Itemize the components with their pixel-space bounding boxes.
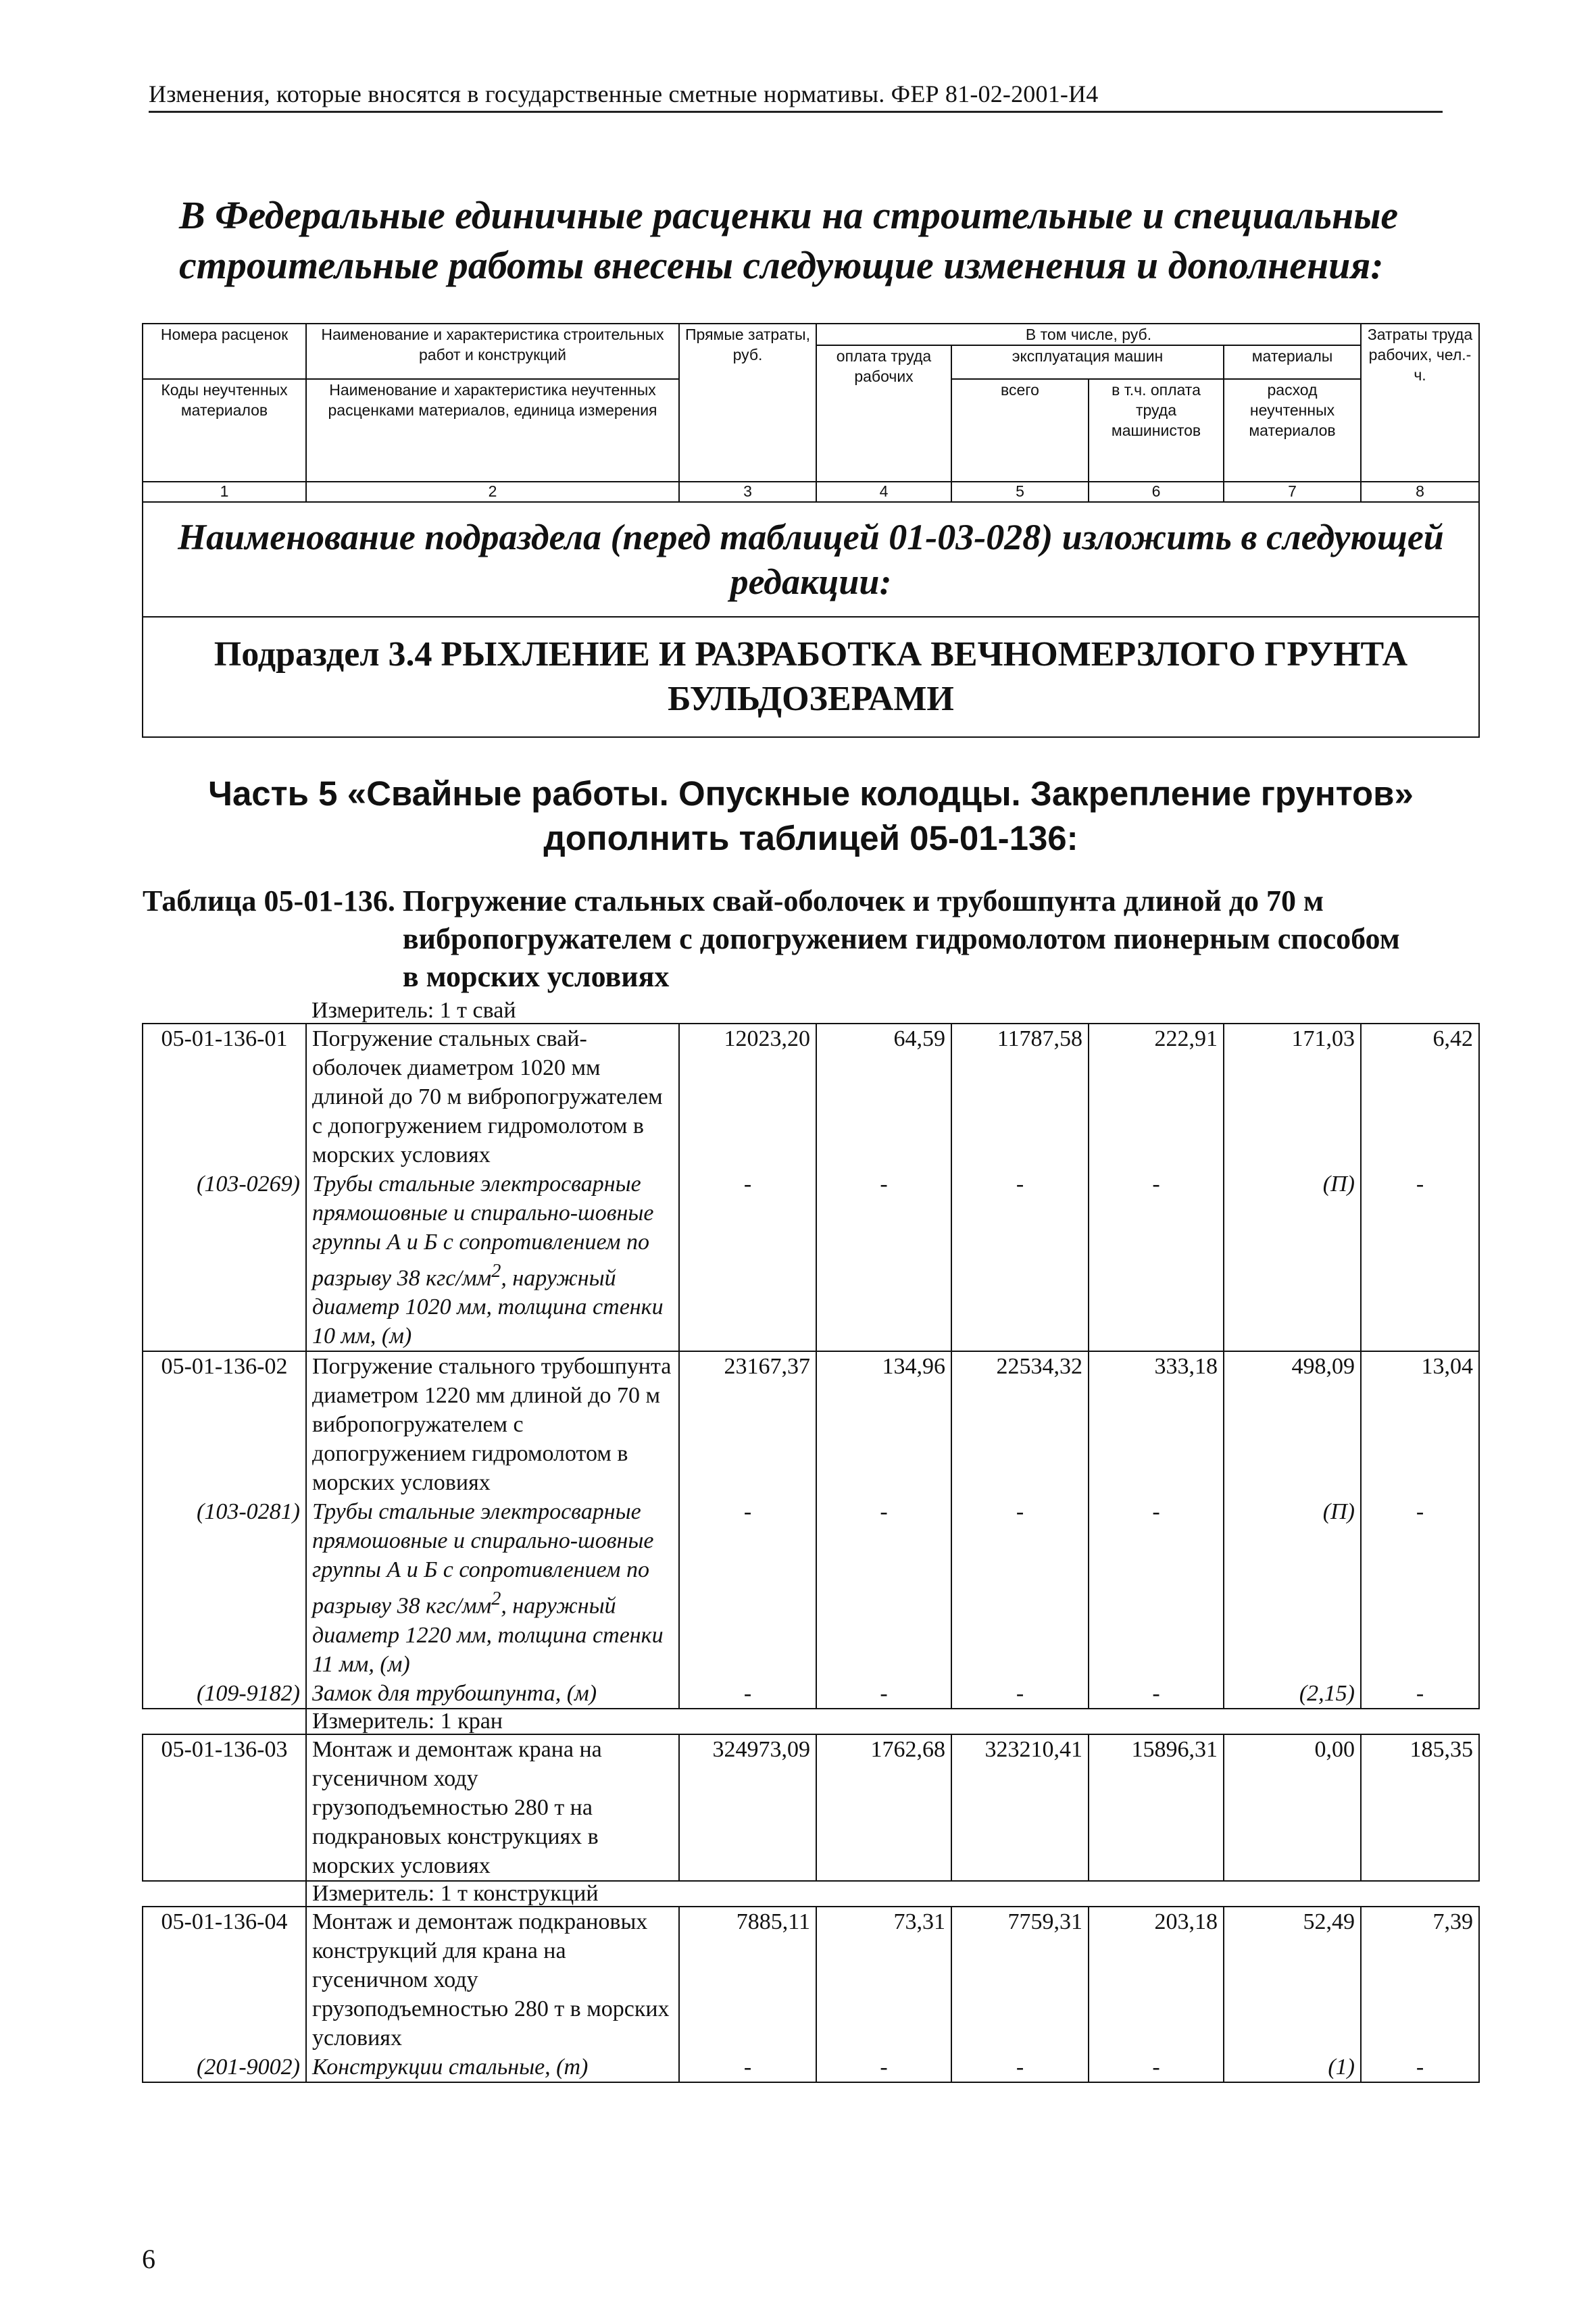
work-description: Погружение стальных свай-оболочек диаметром 1020 мм длиной до 70 м вибропогружателем с допогружением гидромолотом в морских условиях bbox=[306, 1024, 679, 1169]
rate-code: 05-01-136-04 bbox=[143, 1907, 306, 2053]
material-description-part: , наружный диаметр 1220 мм, толщина стенки 11 мм, (м) bbox=[312, 1593, 664, 1677]
col-number: 5 bbox=[951, 482, 1089, 502]
intro-heading: В Федеральные единичные расценки на строительные и специальные строительные работы внесены следующие изменения и дополнения: bbox=[179, 193, 1399, 287]
materials-cost: 171,03 bbox=[1224, 1024, 1361, 1169]
rate-code: 05-01-136-03 bbox=[143, 1734, 306, 1881]
material-row bbox=[143, 1679, 1479, 1709]
worker-wages: 73,31 bbox=[816, 1907, 951, 2053]
empty-value: - bbox=[679, 1169, 816, 1351]
materials-cost: 498,09 bbox=[1224, 1351, 1361, 1497]
machines-total: 22534,32 bbox=[951, 1351, 1089, 1497]
material-consumption: (П) bbox=[1224, 1169, 1361, 1351]
material-description: Замок для трубошпунта, (м) bbox=[306, 1679, 679, 1709]
work-description: Монтаж и демонтаж подкрановых конструкций для крана на гусеничном ходу грузоподъемностью 280 т в морских условиях bbox=[306, 1907, 679, 2053]
machines-total: 7759,31 bbox=[951, 1907, 1089, 2053]
col-material-codes-header: Коды неучтенных материалов bbox=[143, 379, 306, 482]
subsection-rename-note: Наименование подраздела (перед таблицей 01-03-028) изложить в следующей редакции: bbox=[143, 502, 1479, 617]
empty-value: - bbox=[1089, 1497, 1224, 1678]
material-description bbox=[306, 1169, 679, 1351]
empty-value: - bbox=[951, 1497, 1089, 1678]
empty-value: - bbox=[1361, 1679, 1479, 1709]
operator-wages: 203,18 bbox=[1089, 1907, 1224, 2053]
table-title bbox=[143, 877, 1479, 999]
material-code: (201-9002) bbox=[143, 2053, 306, 2082]
col-number: 1 bbox=[143, 482, 306, 502]
materials-cost: 0,00 bbox=[1224, 1734, 1361, 1881]
material-code: (109-9182) bbox=[143, 1679, 306, 1709]
table-row bbox=[143, 1907, 1479, 2053]
material-row bbox=[143, 1497, 1479, 1678]
col-labor-hours-header: Затраты труда рабочих, чел.-ч. bbox=[1361, 324, 1479, 482]
worker-wages: 64,59 bbox=[816, 1024, 951, 1169]
empty-value: - bbox=[816, 1679, 951, 1709]
table-row bbox=[143, 1024, 1479, 1169]
rate-code: 05-01-136-02 bbox=[143, 1351, 306, 1497]
col-number: 6 bbox=[1089, 482, 1224, 502]
labor-hours: 6,42 bbox=[1361, 1024, 1479, 1169]
header-row-1 bbox=[143, 324, 1479, 345]
material-consumption: (2,15) bbox=[1224, 1679, 1361, 1709]
empty-value: - bbox=[1361, 1169, 1479, 1351]
direct-cost: 324973,09 bbox=[679, 1734, 816, 1881]
empty-value: - bbox=[951, 1679, 1089, 1709]
materials-header: материалы bbox=[1224, 345, 1361, 379]
col-number: 2 bbox=[306, 482, 679, 502]
direct-cost: 7885,11 bbox=[679, 1907, 816, 2053]
rates-table bbox=[142, 323, 1480, 2083]
empty-value: - bbox=[816, 1169, 951, 1351]
machines-total: 11787,58 bbox=[951, 1024, 1089, 1169]
column-numbers-row bbox=[143, 482, 1479, 502]
worker-wages: 1762,68 bbox=[816, 1734, 951, 1881]
material-consumption: (П) bbox=[1224, 1497, 1361, 1678]
work-description: Монтаж и демонтаж крана на гусеничном ходу грузоподъемностью 280 т на подкрановых конструкциях в морских условиях bbox=[306, 1734, 679, 1881]
material-code: (103-0281) bbox=[143, 1497, 306, 1678]
material-row bbox=[143, 1169, 1479, 1351]
operator-wages: 15896,31 bbox=[1089, 1734, 1224, 1881]
empty-value: - bbox=[679, 2053, 816, 2082]
empty-value: - bbox=[1089, 1169, 1224, 1351]
rate-code: 05-01-136-01 bbox=[143, 1024, 306, 1169]
empty-value: - bbox=[1361, 1497, 1479, 1678]
empty-value: - bbox=[951, 2053, 1089, 2082]
material-consumption: (1) bbox=[1224, 2053, 1361, 2082]
col-wages-header: оплата труда рабочих bbox=[816, 345, 951, 482]
material-description-part: Трубы стальные электросварные прямошовные и спирально-шовные группы А и Б с сопротивлением по разрыву 38 кгс/мм bbox=[312, 1172, 654, 1291]
col-number: 7 bbox=[1224, 482, 1361, 502]
table-row bbox=[143, 1351, 1479, 1497]
part-addition-note: Часть 5 «Свайные работы. Опускные колодцы. Закрепление грунтов» дополнить таблицей 05-01-136: bbox=[143, 737, 1479, 877]
machines-total: 323210,41 bbox=[951, 1734, 1089, 1881]
table-title-text: Погружение стальных свай-оболочек и трубошпунта длиной до 70 м вибропогружателем с допогружением гидромолотом пионерным способом в морских условиях bbox=[402, 884, 1400, 993]
col-number: 4 bbox=[816, 482, 951, 502]
col-direct-cost-header: Прямые затраты, руб. bbox=[679, 324, 816, 482]
material-description bbox=[306, 1497, 679, 1678]
empty-value: - bbox=[1089, 1679, 1224, 1709]
empty-value: - bbox=[679, 1497, 816, 1678]
col-material-name-header: Наименование и характеристика неучтенных расценками материалов, единица измерения bbox=[306, 379, 679, 482]
empty-value: - bbox=[951, 1169, 1089, 1351]
material-row bbox=[143, 2053, 1479, 2082]
subsection-title: Подраздел 3.4 РЫХЛЕНИЕ И РАЗРАБОТКА ВЕЧНОМЕРЗЛОГО ГРУНТА БУЛЬДОЗЕРАМИ bbox=[143, 617, 1479, 737]
labor-hours: 13,04 bbox=[1361, 1351, 1479, 1497]
empty-value: - bbox=[816, 1497, 951, 1678]
table-row bbox=[143, 1734, 1479, 1881]
measure-unit: Измеритель: 1 кран bbox=[306, 1709, 1479, 1734]
empty-value: - bbox=[816, 2053, 951, 2082]
materials-cost: 52,49 bbox=[1224, 1907, 1361, 2053]
worker-wages: 134,96 bbox=[816, 1351, 951, 1497]
col-material-consumption-header: расход неучтенных материалов bbox=[1224, 379, 1361, 482]
superscript: 2 bbox=[491, 1588, 501, 1610]
col-number: 8 bbox=[1361, 482, 1479, 502]
empty-value: - bbox=[679, 1679, 816, 1709]
col-name-header: Наименование и характеристика строительных работ и конструкций bbox=[306, 324, 679, 379]
material-description-part: Трубы стальные электросварные прямошовные и спирально-шовные группы А и Б с сопротивлением по разрыву 38 кгс/мм bbox=[312, 1499, 654, 1619]
page-number: 6 bbox=[142, 2244, 155, 2274]
material-code: (103-0269) bbox=[143, 1169, 306, 1351]
labor-hours: 185,35 bbox=[1361, 1734, 1479, 1881]
superscript: 2 bbox=[491, 1261, 501, 1282]
operator-wages: 222,91 bbox=[1089, 1024, 1224, 1169]
col-codes-header: Номера расценок bbox=[143, 324, 306, 379]
material-description-part: , наружный диаметр 1020 мм, толщина стенки 10 мм, (м) bbox=[312, 1265, 664, 1349]
table-title-number: Таблица 05-01-136. bbox=[143, 884, 395, 917]
col-machines-total-header: всего bbox=[951, 379, 1089, 482]
material-description: Конструкции стальные, (т) bbox=[306, 2053, 679, 2082]
empty-value: - bbox=[1361, 2053, 1479, 2082]
empty-value: - bbox=[1089, 2053, 1224, 2082]
measure-unit: Измеритель: 1 т конструкций bbox=[306, 1881, 1479, 1907]
group-header: В том числе, руб. bbox=[816, 324, 1361, 345]
work-description: Погружение стального трубошпунта диаметром 1220 мм длиной до 70 м вибропогружателем с допогружением гидромолотом в морских условиях bbox=[306, 1351, 679, 1497]
operator-wages: 333,18 bbox=[1089, 1351, 1224, 1497]
col-number: 3 bbox=[679, 482, 816, 502]
measure-unit: Измеритель: 1 т свай bbox=[311, 998, 516, 1023]
direct-cost: 23167,37 bbox=[679, 1351, 816, 1497]
machines-header: эксплуатация машин bbox=[951, 345, 1224, 379]
running-header: Изменения, которые вносятся в государственные сметные нормативы. ФЕР 81-02-2001-И4 bbox=[149, 80, 1443, 113]
direct-cost: 12023,20 bbox=[679, 1024, 816, 1169]
col-operator-wages-header: в т.ч. оплата труда машинистов bbox=[1089, 379, 1224, 482]
labor-hours: 7,39 bbox=[1361, 1907, 1479, 2053]
